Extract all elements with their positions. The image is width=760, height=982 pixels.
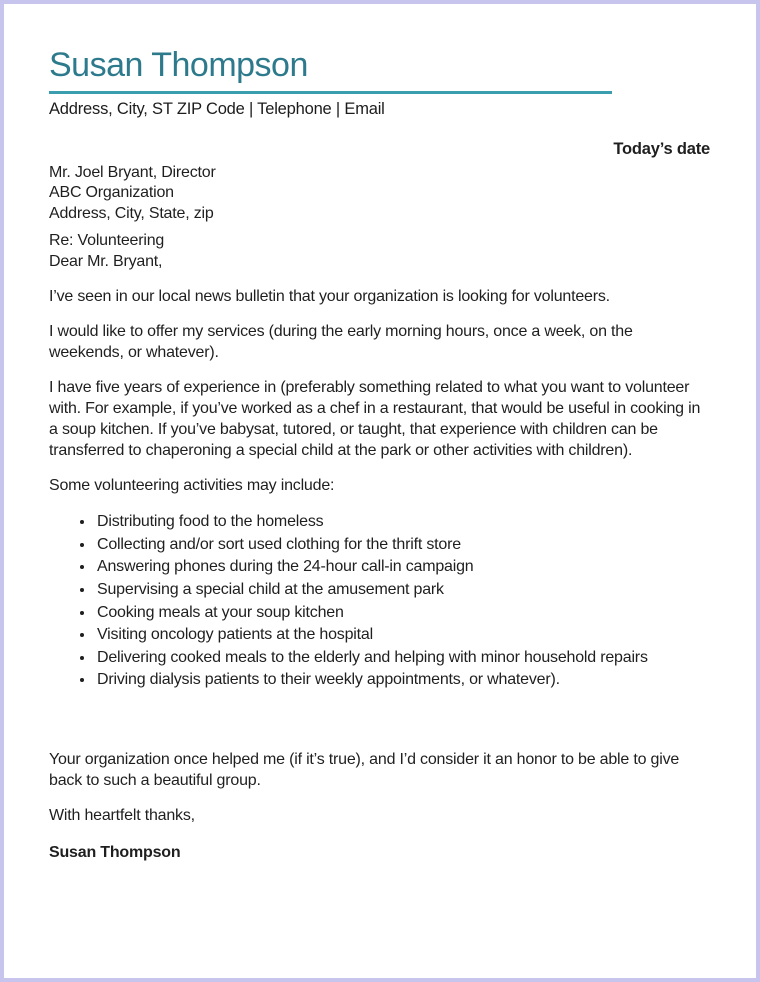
volunteer-activities-list (49, 511, 710, 692)
list-item: • Cooking meals at your soup kitchen (95, 602, 710, 625)
paragraph-services: I would like to offer my services (during the early morning hours, once a week, on the weekends, or whatever). (49, 323, 633, 362)
list-item: • Visiting oncology patients at the hospital (95, 624, 710, 647)
list-item: • Collecting and/or sort used clothing for the thrift store (95, 534, 710, 557)
paragraph-experience: I have five years of experience in (preferably something related to what you want to volunteer with. For example, if you’ve worked as a chef in a restaurant, that would be useful in cooking in a soup kitchen. If you’ve babysat, tutored, or taught, that experience with children can be transferred to chaperoning a special child at the park or other activities with children). (49, 379, 701, 460)
subject-line: Re: Volunteering (49, 232, 165, 250)
recipient-org-line: ABC Organization (49, 184, 174, 202)
paragraph-activities-lead: Some volunteering activities may include: (49, 477, 335, 495)
date-line: Today’s date (613, 139, 710, 158)
signature: Susan Thompson (49, 843, 181, 861)
list-item: • Delivering cooked meals to the elderly and helping with minor household repairs (95, 647, 710, 670)
sender-name: Susan Thompson (49, 46, 308, 84)
signoff: With heartfelt thanks, (49, 806, 195, 824)
closing-paragraph: Your organization once helped me (if it’s true), and I’d consider it an honor to be able to give back to such a beautiful group. (49, 750, 680, 789)
recipient-name-line: Mr. Joel Bryant, Director (49, 163, 216, 181)
list-item: • Supervising a special child at the amusement park (95, 579, 710, 602)
contact-line: Address, City, ST ZIP Code | Telephone | Email (49, 99, 385, 118)
header-rule (49, 91, 612, 94)
recipient-block (49, 163, 710, 225)
letter-header (49, 48, 710, 119)
list-item: • Answering phones during the 24-hour call-in campaign (95, 556, 710, 579)
recipient-address-line: Address, City, State, zip (49, 204, 214, 222)
subject-block (49, 231, 710, 272)
list-item: • Distributing food to the homeless (95, 511, 710, 534)
salutation: Dear Mr. Bryant, (49, 252, 163, 270)
list-item: • Driving dialysis patients to their weekly appointments, or whatever). (95, 669, 710, 692)
paragraph-intro: I’ve seen in our local news bulletin that your organization is looking for volunteers. (49, 288, 610, 306)
